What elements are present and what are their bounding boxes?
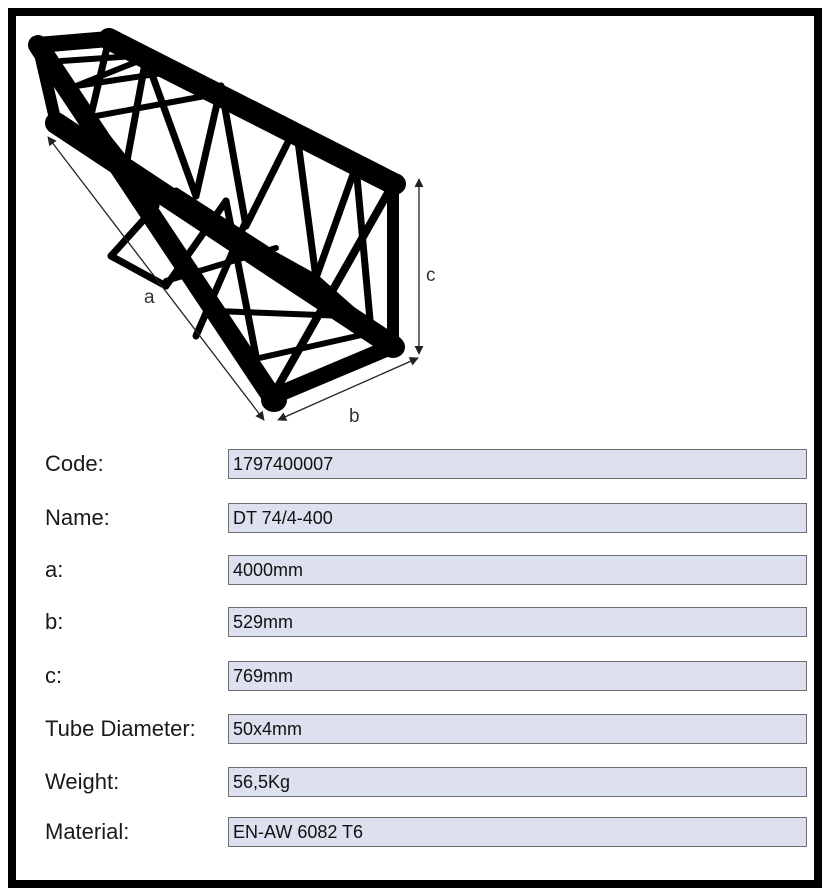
spec-label-c: c: <box>45 663 63 688</box>
spec-value-material: EN-AW 6082 T6 <box>228 817 807 847</box>
spec-value-code: 1797400007 <box>228 449 807 479</box>
spec-row-weight <box>16 767 814 797</box>
spec-row-material <box>16 817 814 847</box>
spec-row-tube-diameter <box>16 714 814 744</box>
spec-sheet-frame <box>8 8 822 888</box>
dimension-c-label: c <box>426 265 436 286</box>
spec-value-weight: 56,5Kg <box>228 767 807 797</box>
spec-label-tube-diameter: Tube Diameter: <box>45 716 196 741</box>
spec-row-name <box>16 503 814 533</box>
dimension-b-label: b <box>349 406 360 427</box>
spec-row-c <box>16 661 814 691</box>
spec-label-material: Material: <box>45 819 130 844</box>
truss-structure <box>30 38 406 412</box>
spec-value-tube-diameter: 50x4mm <box>228 714 807 744</box>
spec-value-a: 4000mm <box>228 555 807 585</box>
spec-label-weight: Weight: <box>45 769 120 794</box>
spec-value-c: 769mm <box>228 661 807 691</box>
spec-label-a: a: <box>45 557 64 582</box>
spec-row-code <box>16 449 814 479</box>
spec-row-a <box>16 555 814 585</box>
spec-label-code: Code: <box>45 451 104 476</box>
spec-label-name: Name: <box>45 505 110 530</box>
truss-diagram <box>16 16 830 436</box>
dimension-c <box>419 179 436 354</box>
spec-row-b <box>16 607 814 637</box>
spec-label-b: b: <box>45 609 64 634</box>
spec-value-name: DT 74/4-400 <box>228 503 807 533</box>
spec-value-b: 529mm <box>228 607 807 637</box>
dimension-a-label: a <box>144 287 155 308</box>
